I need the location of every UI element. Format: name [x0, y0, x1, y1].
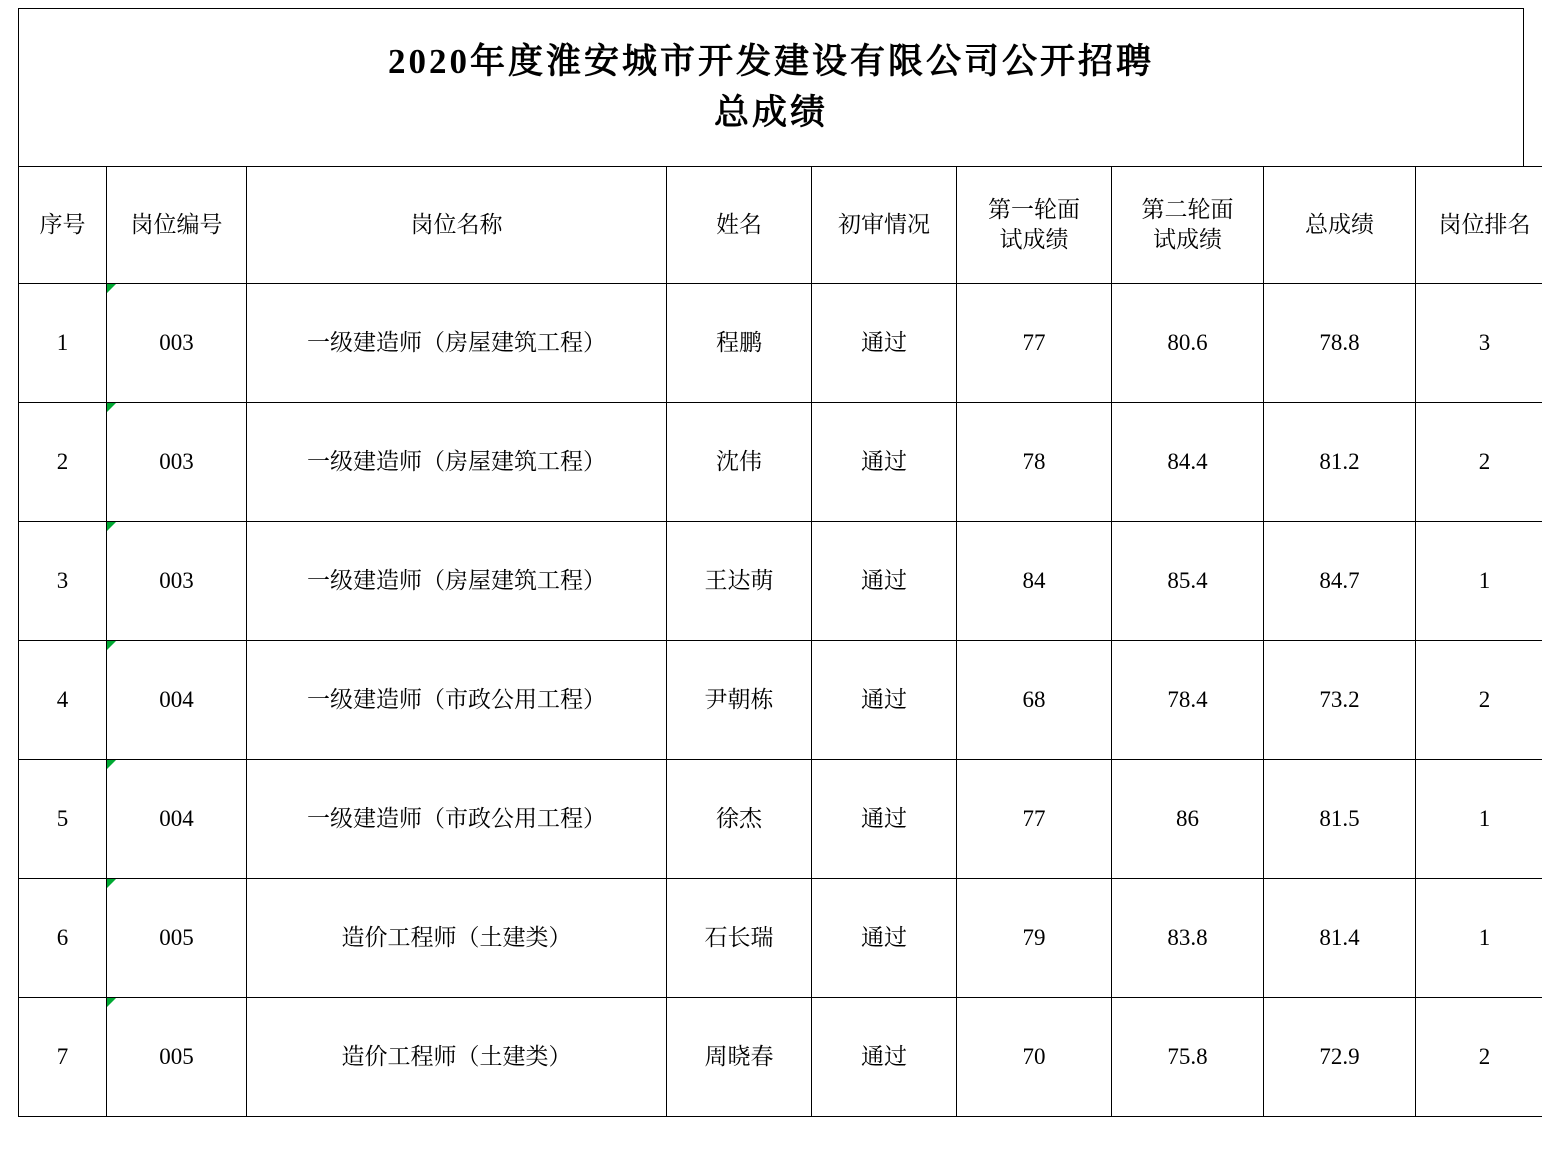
cell-total: 72.9 [1264, 998, 1416, 1117]
cell-total: 81.2 [1264, 403, 1416, 522]
page-title-line-2: 总成绩 [714, 88, 828, 139]
cell-round2: 80.6 [1112, 284, 1264, 403]
cell-total: 81.4 [1264, 879, 1416, 998]
column-header-review: 初审情况 [812, 167, 957, 284]
table-row [19, 760, 1542, 879]
table-row [19, 284, 1542, 403]
column-header-post-code: 岗位编号 [107, 167, 247, 284]
cell-rank: 2 [1416, 403, 1542, 522]
column-header-round2-line1: 第二轮面 [1116, 195, 1259, 225]
cell-person-name: 沈伟 [667, 403, 812, 522]
cell-rank: 1 [1416, 522, 1542, 641]
cell-index: 3 [19, 522, 107, 641]
table-row [19, 998, 1542, 1117]
table-header-row [19, 167, 1542, 284]
cell-round2: 85.4 [1112, 522, 1264, 641]
cell-person-name: 王达萌 [667, 522, 812, 641]
cell-total: 73.2 [1264, 641, 1416, 760]
cell-post-code: 003 [107, 403, 247, 522]
cell-index: 7 [19, 998, 107, 1117]
cell-round2: 86 [1112, 760, 1264, 879]
cell-post-name: 造价工程师（土建类） [247, 998, 667, 1117]
cell-review: 通过 [812, 641, 957, 760]
table-row [19, 403, 1542, 522]
column-header-index: 序号 [19, 167, 107, 284]
cell-total: 84.7 [1264, 522, 1416, 641]
cell-post-name: 一级建造师（房屋建筑工程） [247, 403, 667, 522]
cell-person-name: 尹朝栋 [667, 641, 812, 760]
cell-post-code: 004 [107, 641, 247, 760]
column-header-rank: 岗位排名 [1416, 167, 1542, 284]
cell-round1: 79 [957, 879, 1112, 998]
column-header-round2 [1112, 167, 1264, 284]
cell-rank: 1 [1416, 760, 1542, 879]
cell-round1: 68 [957, 641, 1112, 760]
table-row [19, 879, 1542, 998]
cell-round2: 84.4 [1112, 403, 1264, 522]
cell-total: 78.8 [1264, 284, 1416, 403]
cell-post-code: 003 [107, 284, 247, 403]
table-row [19, 522, 1542, 641]
cell-round1: 77 [957, 760, 1112, 879]
column-header-post-name: 岗位名称 [247, 167, 667, 284]
cell-rank: 1 [1416, 879, 1542, 998]
column-header-round1-line2: 试成绩 [961, 225, 1107, 255]
cell-review: 通过 [812, 760, 957, 879]
cell-post-code: 004 [107, 760, 247, 879]
cell-rank: 2 [1416, 998, 1542, 1117]
document-title-block [18, 8, 1524, 166]
cell-round2: 83.8 [1112, 879, 1264, 998]
cell-post-code: 005 [107, 998, 247, 1117]
cell-rank: 2 [1416, 641, 1542, 760]
cell-rank: 3 [1416, 284, 1542, 403]
cell-review: 通过 [812, 998, 957, 1117]
column-header-person-name: 姓名 [667, 167, 812, 284]
cell-review: 通过 [812, 522, 957, 641]
cell-round1: 84 [957, 522, 1112, 641]
cell-post-code: 005 [107, 879, 247, 998]
cell-round1: 77 [957, 284, 1112, 403]
cell-index: 4 [19, 641, 107, 760]
column-header-round1-line1: 第一轮面 [961, 195, 1107, 225]
cell-round2: 75.8 [1112, 998, 1264, 1117]
cell-index: 5 [19, 760, 107, 879]
cell-review: 通过 [812, 403, 957, 522]
document-page [0, 8, 1542, 1160]
cell-post-code: 003 [107, 522, 247, 641]
cell-post-name: 造价工程师（土建类） [247, 879, 667, 998]
cell-review: 通过 [812, 284, 957, 403]
cell-post-name: 一级建造师（市政公用工程） [247, 760, 667, 879]
cell-person-name: 石长瑞 [667, 879, 812, 998]
table-row [19, 641, 1542, 760]
cell-post-name: 一级建造师（房屋建筑工程） [247, 522, 667, 641]
cell-round1: 70 [957, 998, 1112, 1117]
cell-post-name: 一级建造师（房屋建筑工程） [247, 284, 667, 403]
cell-index: 6 [19, 879, 107, 998]
cell-index: 1 [19, 284, 107, 403]
cell-round1: 78 [957, 403, 1112, 522]
cell-round2: 78.4 [1112, 641, 1264, 760]
cell-review: 通过 [812, 879, 957, 998]
column-header-total: 总成绩 [1264, 167, 1416, 284]
cell-person-name: 徐杰 [667, 760, 812, 879]
cell-post-name: 一级建造师（市政公用工程） [247, 641, 667, 760]
results-table [18, 166, 1542, 1117]
column-header-round1 [957, 167, 1112, 284]
page-title-line-1: 2020年度淮安城市开发建设有限公司公开招聘 [388, 37, 1154, 88]
cell-index: 2 [19, 403, 107, 522]
cell-person-name: 程鹏 [667, 284, 812, 403]
cell-person-name: 周晓春 [667, 998, 812, 1117]
cell-total: 81.5 [1264, 760, 1416, 879]
column-header-round2-line2: 试成绩 [1116, 225, 1259, 255]
